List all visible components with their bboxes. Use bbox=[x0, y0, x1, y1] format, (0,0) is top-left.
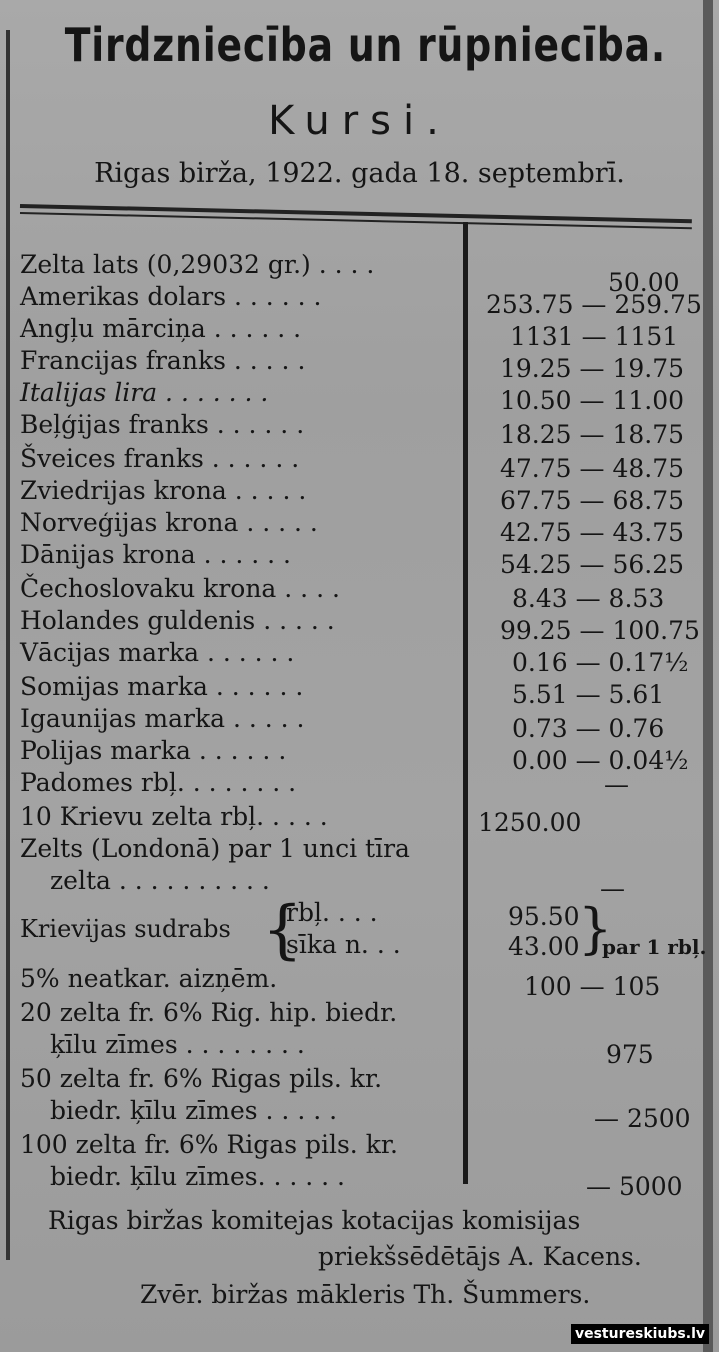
bond-label: 50 zelta fr. 6% Rigas pils. kr. bbox=[20, 1064, 383, 1093]
bond-value: — 2500 bbox=[594, 1104, 691, 1133]
rate-value: 47.75 — 48.75 bbox=[500, 454, 685, 483]
rate-label: Holandes guldenis . . . . . bbox=[20, 606, 335, 635]
rate-value: 1131 — 1151 bbox=[510, 322, 679, 351]
silver-sika-value: 43.00 bbox=[508, 932, 580, 961]
signature-line-1: Rigas biržas komitejas kotacijas komisijas bbox=[48, 1206, 581, 1235]
bond-label: biedr. ķīlu zīmes. . . . . . bbox=[50, 1162, 345, 1191]
rate-label: Angļu mārciņa . . . . . . bbox=[20, 314, 302, 343]
rate-label: zelta . . . . . . . . . . bbox=[50, 866, 270, 895]
rate-value: 0.00 — 0.04½ bbox=[512, 746, 689, 775]
rate-label: Vācijas marka . . . . . . bbox=[20, 638, 295, 667]
bond-value: 975 bbox=[606, 1040, 654, 1069]
rate-value: 50.00 bbox=[608, 268, 680, 297]
left-border-line bbox=[6, 30, 10, 1260]
rate-label: Igaunijas marka . . . . . bbox=[20, 704, 305, 733]
rate-label: Zelts (Londonā) par 1 unci tīra bbox=[20, 834, 410, 863]
bond-label: 100 zelta fr. 6% Rigas pils. kr. bbox=[20, 1130, 399, 1159]
rate-label: Dānijas krona . . . . . . bbox=[20, 540, 291, 569]
rate-label: 10 Krievu zelta rbļ. . . . . bbox=[20, 802, 328, 831]
rate-label: Zelta lats (0,29032 gr.) . . . . bbox=[20, 250, 375, 279]
rate-value: 8.43 — 8.53 bbox=[512, 584, 665, 613]
bond-label: biedr. ķīlu zīmes . . . . . bbox=[50, 1096, 338, 1125]
rate-label: Šveices franks . . . . . . bbox=[20, 444, 300, 473]
rate-value: 54.25 — 56.25 bbox=[500, 550, 685, 579]
rate-value: 10.50 — 11.00 bbox=[500, 386, 685, 415]
rate-value: 42.75 — 43.75 bbox=[500, 518, 685, 547]
rate-value: 5.51 — 5.61 bbox=[512, 680, 665, 709]
rate-label: Somijas marka . . . . . . bbox=[20, 672, 304, 701]
column-divider bbox=[463, 222, 468, 1184]
rate-value: 0.73 — 0.76 bbox=[512, 714, 665, 743]
bond-value: 100 — 105 bbox=[524, 972, 661, 1001]
rate-value: 99.25 — 100.75 bbox=[500, 616, 700, 645]
rate-label: Italijas lira . . . . . . . bbox=[20, 378, 269, 407]
watermark-label: vestureskiubs.lv bbox=[571, 1324, 709, 1344]
rate-value: 67.75 — 68.75 bbox=[500, 486, 685, 515]
bond-value: — 5000 bbox=[586, 1172, 683, 1201]
silver-rbl-value: 95.50 bbox=[508, 902, 580, 931]
right-edge-shadow bbox=[703, 0, 713, 1352]
signature-line-2: priekšsēdētājs A. Kacens. bbox=[318, 1242, 642, 1271]
rate-label: Zviedrijas krona . . . . . bbox=[20, 476, 307, 505]
silver-note: par 1 rbļ. bbox=[602, 935, 707, 959]
rate-label: Francijas franks . . . . . bbox=[20, 346, 306, 375]
rate-value: 253.75 — 259.75 bbox=[486, 290, 702, 319]
rate-label: Beļģijas franks . . . . . . bbox=[20, 410, 305, 439]
bond-label: 20 zelta fr. 6% Rig. hip. biedr. bbox=[20, 998, 398, 1027]
rate-label: Padomes rbļ. . . . . . . . bbox=[20, 768, 297, 797]
dateline: Rigas birža, 1922. gada 18. septembrī. bbox=[94, 158, 625, 189]
silver-label: Krievijas sudrabs bbox=[20, 915, 231, 943]
rate-value: 1250.00 bbox=[478, 808, 582, 837]
bond-label: 5% neatkar. aizņēm. bbox=[20, 964, 278, 993]
bond-label: ķīlu zīmes . . . . . . . . bbox=[50, 1030, 305, 1059]
signature-line-3: Zvēr. biržas mākleris Th. Šummers. bbox=[140, 1280, 591, 1309]
rate-value: 0.16 — 0.17½ bbox=[512, 648, 689, 677]
left-brace: { bbox=[262, 893, 303, 967]
rate-value: 18.25 — 18.75 bbox=[500, 420, 685, 449]
rate-label: Norveģijas krona . . . . . bbox=[20, 508, 318, 537]
rate-value: — bbox=[600, 874, 625, 903]
section-title: Tirdzniecība un rūpniecība. bbox=[64, 18, 667, 72]
rate-label: Čechoslovaku krona . . . . bbox=[20, 574, 340, 603]
page-subtitle: Kursi. bbox=[268, 98, 451, 144]
rate-value: — bbox=[604, 770, 629, 799]
rate-value: 19.25 — 19.75 bbox=[500, 354, 685, 383]
silver-sika-label: sīka n. . . bbox=[286, 930, 401, 959]
rate-label: Polijas marka . . . . . . bbox=[20, 736, 287, 765]
right-brace: } bbox=[578, 897, 613, 960]
silver-rbl-label: rbļ. . . . bbox=[286, 898, 378, 927]
rate-label: Amerikas dolars . . . . . . bbox=[20, 282, 322, 311]
